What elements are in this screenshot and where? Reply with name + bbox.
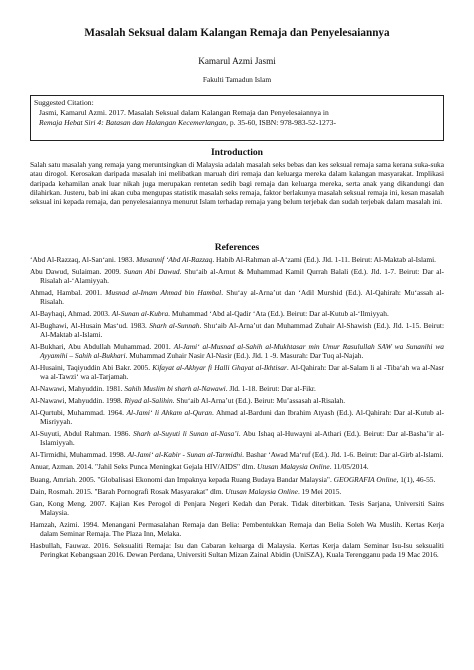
reference-title: Al-Sunan al-Kubra [111, 309, 169, 319]
reference-text: Al-Husaini, Taqiyuddin Abi Bakr. 2005. [30, 363, 153, 373]
reference-entry [30, 488, 444, 497]
reference-details: . Ahmad al-Barduni dan Ibrahim Atyash (Ed.). Al-Qahirah: Dar al-Kutub al-Misriyyah. [40, 408, 444, 427]
reference-entry [30, 451, 444, 460]
reference-title: Sunan Abi Dawud [123, 267, 180, 277]
reference-text: Al-Bughawi, Al-Husain Mas‘ud. 1983. [30, 321, 150, 331]
reference-text: Anuar, Azman. 2014. "Jahil Seks Punca Meningkat Gejala HIV/AIDS" dlm. [30, 462, 258, 472]
reference-text: Al-Bukhari, Abu Abdullah Muhammad. 2001. [30, 342, 174, 352]
introduction-text: Salah satu masalah yang remaja yang meruntsingkan di Malaysia adalah masalah seks bebas dan kes seksual remaja sama kerana suka-suka atau dirogol. Kerosakan daripada masalah ini melibatkan maruah diri remaja dan keluarga mereka dalam kalangan masyarakat. Implikasi daripada kehamilan anak luar nikah juga merupakan rentetan sedih bagi remaja dan keluarga mereka, serta anak yang dikandungi dan dilahirkan. Justeru, bab ini akan cuba mengupas statistik masalah seks remaja, faktor berlakunya masalah seksual remaja ini, kesan masalah seksual ini kepada remaja, dan penyelesaiannya menurut Islam terhadap remaja yang belum terjebak dan sudah terjebak dalam masalah ini. [30, 160, 444, 207]
author-name: Kamarul Azmi Jasmi [198, 56, 276, 66]
reference-details: . 19 Mei 2015. [297, 486, 342, 496]
reference-details: . 11/05/2014. [329, 462, 369, 472]
reference-text: Gan, Kong Meng. 2007. Kajian Kes Perogol di Penjara Negeri Kedah dan Perak. Tidak diterbitkan. Tesis Sarjana, Universiti Sains Malaysia. [30, 498, 444, 517]
reference-list [30, 256, 444, 563]
reference-details: . Shu‘aib Al-Arna’ut dan Muhammad Zuhair Al-Shawish (Ed.). Jld. 1-15. Beirut: Al-Maktab al-Islami. [40, 321, 445, 340]
reference-title: Sharh al-Sunnah [149, 321, 200, 331]
reference-entry [30, 409, 444, 427]
reference-title: Utusan Malaysia Online [257, 462, 330, 472]
reference-text: Dain, Rosmah. 2015. "Barah Pornografi Rosak Masyarakat" dlm. [30, 486, 226, 496]
reference-entry [30, 268, 444, 286]
reference-entry [30, 430, 444, 448]
introduction-heading: Introduction [210, 147, 264, 158]
reference-title: Al-Jami‘ al-Kabir - Sunan al-Tarmidhi [127, 450, 243, 460]
reference-title: Utusan Malaysia Online [225, 486, 298, 496]
reference-text: Al-Tirmidhi, Muhammad. 1998. [30, 450, 128, 460]
reference-text: Hamzah, Azimi. 1994. Menangani Permasalahan Remaja dan Belia: Pembentukkan Remaja dan Belia Soleh Wa Muslih. Kertas Kerja dalam Seminar Remaja. The Plaza Inn, Melaka. [30, 519, 444, 538]
reference-text: Al-Qurtubi, Muhammad. 1964. [30, 408, 127, 418]
references-heading: References [214, 242, 260, 253]
reference-text: Hasbullah, Fauwaz. 2016. Seksualiti Remaja: Isu dan Cabaran keluarga di Malaysia. Kertas Kerja dalam Seminar Isu-Isu seksualiti Peringkat Kebangsaan 2016. Dewan Perdana, Universiti Sultan Mizan Zainal Abidin (UniSZA), Kuala Terengganu pada 19 Mac 2016. [30, 540, 444, 559]
citation-pages-isbn: , p. 35-60, ISBN: 978-983-52-1273- [226, 118, 336, 127]
reference-details: . Habib Al-Rahman al-A‘zami (Ed.). Jld. 1-11. Beirut: Al-Maktab al-Islami. [212, 255, 437, 264]
reference-entry [30, 256, 444, 265]
affiliation: Fakulti Tamadun Islam [202, 75, 272, 84]
reference-text: ‘Abd Al-Razzaq, Al-San‘ani. 1983. [30, 255, 137, 264]
reference-entry [30, 343, 444, 361]
reference-details: . Shu‘aib Al-Arna’ut (Ed.). Beirut: Mu’assasah al-Risalah. [172, 396, 346, 406]
reference-details: . Bashar ‘Awad Ma‘ruf (Ed.). Jld. 1-6. Beirut: Dar al-Girb al-Islami. [242, 450, 444, 460]
reference-entry [30, 476, 444, 485]
reference-entry [30, 542, 444, 560]
reference-title: Sahih Muslim bi sharh al-Nawawi [124, 384, 226, 394]
reference-title: Musnad al-Imam Ahmad bin Hambal [105, 288, 222, 298]
reference-title: Riyad al-Salihin [124, 396, 173, 406]
reference-entry [30, 310, 444, 319]
reference-text: Buang, Amriah. 2005. "Globalisasi Ekonomi dan Impaknya kepada Ruang Budaya Bandar Malaysia". [30, 474, 334, 484]
citation-label: Suggested Citation: [34, 98, 94, 107]
reference-details: . Shu‘ay al-Arna’ut dan ‘Adil Murshid (Ed.). Al-Qahirah: Mu‘assah al-Risalah. [40, 288, 445, 306]
reference-entry [30, 364, 444, 382]
reference-title: Musannif ‘Abd Al-Razzaq [136, 255, 213, 264]
reference-details: . Abu Ishaq al-Huwayni al-Athari (Ed.). Beirut: Dar al-Basha’ir al-Islamiyyah. [40, 429, 444, 448]
reference-text: Al-Suyuti, Abdul Rahman. 1986. [30, 429, 134, 439]
reference-text: Al-Nawawi, Mahyuddin. 1998. [30, 396, 125, 406]
reference-entry [30, 397, 444, 406]
citation-box [30, 95, 444, 141]
reference-entry [30, 500, 444, 518]
citation-book-title: Remaja Hebat Siri 4: Batasan dan Halangan Kecemerlangan [39, 118, 227, 127]
reference-details: . Muhammad ‘Abd al-Qadir ‘Ata (Ed.). Beirut: Dar al-Kutub al-‘Ilmiyyah. [168, 309, 389, 319]
reference-text: Ahmad, Hambal. 2001. [30, 288, 106, 298]
citation-line-2 [39, 118, 336, 128]
reference-entry [30, 322, 444, 340]
reference-details: . Al-Qahirah: Dar al-Salam li al -Tiba‘ah wa al-Nasr wa al-Tawzi‘ wa al-Tarjamah. [40, 363, 445, 382]
reference-entry [30, 521, 444, 539]
reference-entry [30, 289, 444, 307]
reference-text: Al-Nawawi, Mahyuddin. 1981. [30, 384, 125, 394]
paper-title: Masalah Seksual dalam Kalangan Remaja dan Penyelesaiannya [84, 27, 390, 39]
reference-title: Sharh al-Suyuti li Sunan al-Nasa’i [133, 429, 239, 439]
reference-details: . Jld. 1-18. Beirut: Dar al-Fikr. [225, 384, 316, 394]
reference-title: GEOGRAFIA Online [333, 474, 397, 484]
reference-title: Al-Jami‘ li Ahkam al-Quran [126, 408, 212, 418]
reference-details: . Muhammad Zuhair Nasir Al-Nasir (Ed.). Jld. 1 -9. Masurah: Dar Tuq al-Najah. [125, 351, 364, 361]
reference-entry [30, 385, 444, 394]
reference-details: . Shu‘aib al-Arnut & Muhammad Kamil Qurrah Balali (Ed.). Jld. 1-7. Beirut: Dar al-Risalah al-‘Alamiyyah. [40, 267, 445, 285]
citation-line-1: Jasmi, Kamarul Azmi. 2017. Masalah Seksual dalam Kalangan Remaja dan Penyelesaiannya in [39, 108, 329, 117]
reference-details: , 1(1), 46-55. [396, 474, 436, 484]
reference-text: Al-Bayhaqi, Ahmad. 2003. [30, 309, 112, 319]
reference-title: Al-Jami‘ al-Musnad al-Sahih al-Mukhtasar min Umur Rasulullah SAW wa Sunanihi wa Ayyamihi – Sahih al-Bukhari [40, 342, 444, 361]
reference-title: Kifayat al-Akhyar fi Halli Ghayat al-Ikhtisar [152, 363, 287, 373]
reference-text: Abu Dawud, Sulaiman. 2009. [30, 267, 124, 277]
reference-entry [30, 463, 444, 472]
